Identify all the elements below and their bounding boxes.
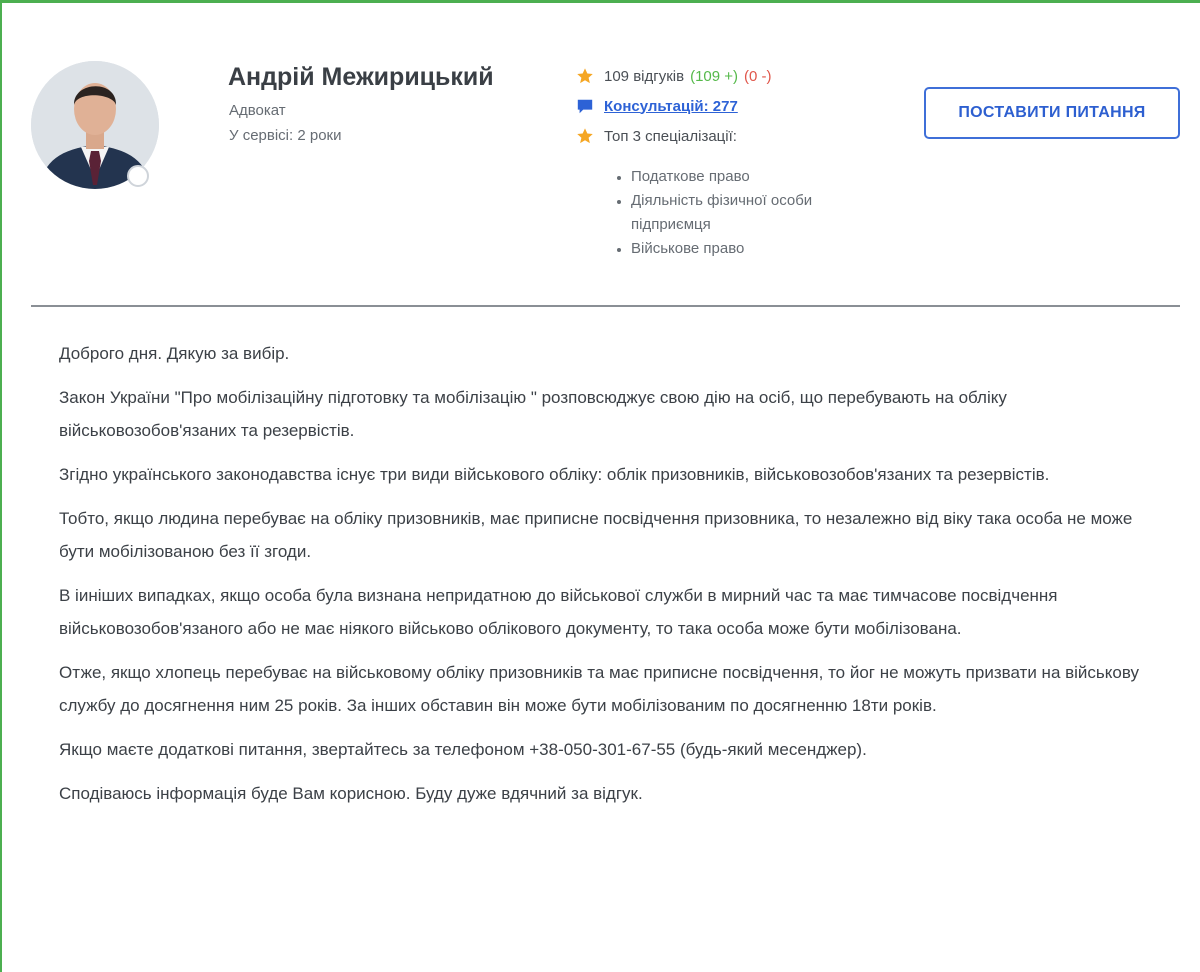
reviews-negative: (0 -) xyxy=(744,67,772,85)
specialization-item: Військове право xyxy=(614,237,854,261)
answer-paragraph: Закон України "Про мобілізаційну підготовку та мобілізацію " розповсюджує свою дію на осіб, що перебувають на обліку військовозобов'язаних та резервістів. xyxy=(59,388,1007,440)
star-icon xyxy=(576,67,594,85)
answer-paragraph: Отже, якщо хлопець перебуває на військовому обліку призовників та має приписне посвідчення, то йог не можуть призвати на військову службу до досягнення ним 25 років. За інших обставин він може бути мобілізованим по досягненню 18ти років. xyxy=(59,663,1140,715)
answer-paragraph: Сподіваюсь інформація буде Вам корисною. Буду дуже вдячний за відгук. xyxy=(59,784,643,803)
answer-paragraph: Якщо маєте додаткові питання, звертайтесь за телефоном +38-050-301-67-55 (будь-який месенджер). xyxy=(59,740,867,759)
lawyer-stats xyxy=(576,65,772,155)
lawyer-name[interactable]: Андрій Межирицький xyxy=(228,63,494,91)
specializations-list xyxy=(614,165,854,261)
star-icon xyxy=(576,127,594,145)
specialization-item: Податкове право xyxy=(614,165,854,189)
reviews-count: 109 відгуків xyxy=(604,67,685,85)
top-specializations-row xyxy=(576,125,772,147)
chat-icon xyxy=(576,97,594,115)
divider xyxy=(31,305,1180,307)
answer-paragraph: Доброго дня. Дякую за вибір. xyxy=(59,344,290,363)
consultations-row xyxy=(576,95,772,117)
answer-body xyxy=(59,337,1149,821)
top-specializations-label: Топ 3 спеціалізації: xyxy=(604,127,737,145)
ask-question-button[interactable]: ПОСТАВИТИ ПИТАННЯ xyxy=(924,87,1180,139)
online-status-indicator xyxy=(127,165,149,187)
answer-paragraph: В іиніших випадках, якщо особа була визнана непридатною до військової служби в мирний час та має тимчасове посвідчення військовозобов'язаного або не має ніякого військово облікового документу, то така особа може бути мобілізована. xyxy=(59,586,1058,638)
lawyer-role: Адвокат xyxy=(229,102,286,119)
service-time: У сервісі: 2 роки xyxy=(229,127,342,144)
reviews-row[interactable] xyxy=(576,65,772,87)
consultations-link[interactable]: Консультацій: 277 xyxy=(604,97,738,115)
answer-paragraph: Згідно українського законодавства існує три види військового обліку: облік призовників, військовозобов'язаних та резервістів. xyxy=(59,465,1050,484)
specialization-item: Діяльність фізичної особи підприємця xyxy=(614,189,854,237)
answer-paragraph: Тобто, якщо людина перебуває на обліку призовників, має приписне посвідчення призовника, то незалежно від віку така особа не може бути мобілізованою без її згоди. xyxy=(59,509,1133,561)
reviews-positive: (109 +) xyxy=(690,67,739,85)
